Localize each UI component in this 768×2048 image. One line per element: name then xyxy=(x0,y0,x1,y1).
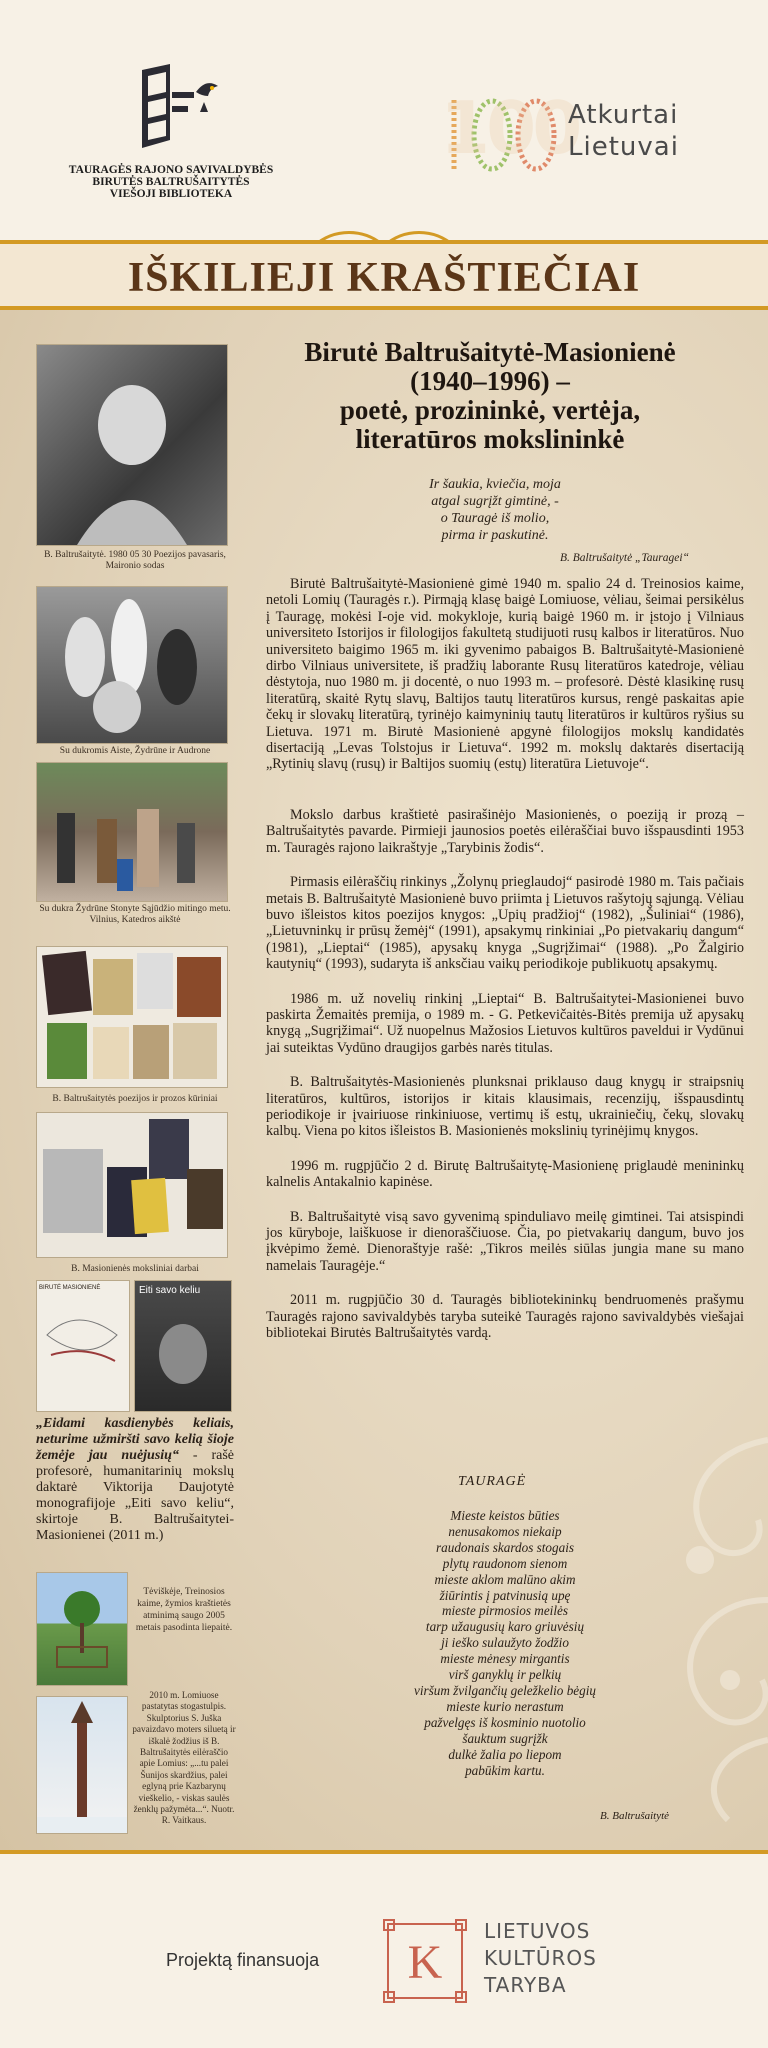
photo-caption: Su dukromis Aiste, Žydrūne ir Audrone xyxy=(59,746,211,756)
epigraph-source: B. Baltrušaitytė „Tauragei“ xyxy=(560,552,689,564)
poem-line: dulkė žalia po liepom xyxy=(448,1746,562,1762)
person-name-line: poetė, prozininkė, vertėja, xyxy=(339,395,641,425)
council-logo-icon xyxy=(382,1918,468,2004)
library-name xyxy=(60,164,282,200)
photo-caption: B. Masionienės moksliniai darbai xyxy=(71,1264,199,1274)
epigraph-line: atgal sugrįžt gimtinė, - xyxy=(431,494,559,509)
tree-icon xyxy=(37,1573,127,1685)
poem-line: raudonais skardos stogais xyxy=(436,1539,574,1555)
books-icon xyxy=(37,947,227,1087)
centenary-logo xyxy=(440,86,700,180)
funded-by-label: Projektą finansuoja xyxy=(166,1950,320,1970)
poem-line: mieste pirmosios meilės xyxy=(441,1603,568,1619)
photo-linden-tree xyxy=(36,1572,128,1686)
poem-line: šauktum sugrįžk xyxy=(462,1730,548,1746)
centenary-number: 100 xyxy=(440,86,579,170)
epigraph xyxy=(380,476,610,544)
person-name-line: Birutė Baltrušaitytė-Masionienė xyxy=(304,337,676,367)
library-name-line: TAURAGĖS RAJONO SAVIVALDYBĖS xyxy=(68,164,274,176)
library-name-line: BIRUTĖS BALTRUŠAITYTĖS xyxy=(92,176,250,188)
poem-line: Mieste keistos būties xyxy=(450,1508,560,1523)
photo-caption: B. Baltrušaitytė. 1980 05 30 Poezijos pavasaris, Maironio sodas xyxy=(44,550,226,571)
poem-line: pabūkim kartu. xyxy=(465,1762,545,1778)
poem-source: B. Baltrušaitytė xyxy=(600,1810,670,1822)
book-cover-eiti-savo-keliu xyxy=(134,1280,232,1412)
book-cover-masioniene xyxy=(36,1280,130,1412)
photo-books-poetry xyxy=(36,946,228,1088)
poem-line: virš ganyklų ir pelkių xyxy=(448,1667,562,1683)
rally-crowd-icon xyxy=(37,763,227,901)
title-band xyxy=(0,244,768,306)
photo-caption: B. Baltrušaitytės poezijos ir prozos kūriniai xyxy=(52,1094,218,1104)
library-logo-icon xyxy=(112,62,230,154)
book-cover-art-icon xyxy=(37,1295,129,1395)
roofed-pole-icon xyxy=(37,1697,127,1833)
epigraph-line: pirma ir paskutinė. xyxy=(441,528,549,543)
book-cover-face-icon xyxy=(135,1300,231,1400)
book-cover-author: BIRUTĖ MASIONIENĖ xyxy=(39,1285,101,1291)
person-name-line: literatūros mokslininkė xyxy=(355,424,625,454)
family-figures-icon xyxy=(37,587,227,743)
poem-title: TAURAGĖ xyxy=(458,1474,527,1489)
council-name-line: LIETUVOS xyxy=(484,1919,591,1943)
book-quote xyxy=(36,1416,234,1544)
floral-ornament-icon xyxy=(640,1380,768,1840)
photo-portrait xyxy=(36,344,228,546)
biography-paragraph: Birutė Baltrušaitytė-Masionienė gimė 1940 m. spalio 24 d. Treinosios kaime, netoli Lomių (Tauragės r.). Pirmąją klasę baigė Lomiuose, vėliau, šeimai persikėlus į Tauragę, mokėsi I-oje vid. mokykloje, kurią baigė 1960 m. ir įstojo į Vilniaus universiteto Istorijos ir filologijos fakultetą studijuoti rusų kalbos ir literatūros. Nuo universiteto baigimo 1965 m. iki gyvenimo pabaigos B. Baltrušaitytė-Masionienė dirbo Vilniaus universitete, iš pradžių laborante Rusų literatūros katedroje, vėliau dėstytoja, nuo 1980 m. ji docentė, o nuo 1993 m. – profesorė. Dėstė klasikinę rusų literatūrą, skaitė Rytų slavų, Baltijos tautų literatūros kursus, rengė paskaitas apie čekų ir slovakų literatūrą, tyrinėjo kaimyninių tautų literatūros ir kultūros ryšius su Lietuva. 1971 m. Birutė Masionienė apgynė filologijos mokslų kandidatės disertaciją „Levas Tolstojus ir Lietuva“. 1992 m. mokslų daktarės disertaciją „Rytinių slavų (rusų) ir Baltijos suomių (estų) literatūra Lietuvoje“. xyxy=(266,576,744,773)
poster-title: IŠKILIEJI KRAŠTIEČIAI xyxy=(127,255,641,301)
poem-line: mieste mėnesy mirgantis xyxy=(440,1651,570,1667)
photo-caption: Tėviškėje, Treinosios kaime, žymios kraštietės atminimą saugo 2005 metais pasodinta liepaitė. xyxy=(135,1587,233,1633)
photo-caption-text: Su dukra Žydrūne Stonyte Sąjūdžio mitingo metu. Vilnius, Katedros aikštė xyxy=(39,904,231,925)
biography-paragraph: B. Baltrušaitytės-Masionienės plunksnai priklauso daug knygų ir straipsnių literatūros, kultūros, istorijos ir kitais klausimais, recenzijų, išspausdintų periodikoje ir įvairiuose rinkiniuose, vertimų iš estų, ukrainiečių, čekų, slovakų kalbų. Viena po kitos išleistos B. Masionienės mokslinių tyrinėjimų knygos. xyxy=(266,1074,744,1140)
centenary-word: Atkurtai xyxy=(568,100,679,130)
library-name-line: VIEŠOJI BIBLIOTEKA xyxy=(109,188,233,200)
epigraph-line: Ir šaukia, kviečia, moja xyxy=(429,477,561,492)
biography-paragraph: 1996 m. rugpjūčio 2 d. Birutę Baltrušaitytę-Masionienę priglaudė menininkų kalnelis Antakalnio kapinėse. xyxy=(266,1157,744,1191)
council-name-line: TARYBA xyxy=(484,1973,567,1997)
biography-paragraph: 2011 m. rugpjūčio 30 d. Tauragės bibliotekininkų bendruomenės prašymu Tauragės rajono savivaldybės taryba suteikė Tauragės rajono savivaldybės viešajai bibliotekai Birutės Baltrušaitytės vardą. xyxy=(266,1292,744,1342)
photo-rally xyxy=(36,762,228,902)
poem-line: nenusakomos niekaip xyxy=(448,1523,562,1539)
centenary-word: Lietuvai xyxy=(568,132,679,162)
poem-line: mieste aklom malūno akim xyxy=(434,1571,576,1587)
photo-caption xyxy=(30,904,240,926)
council-logo-letter: K xyxy=(407,1936,443,1989)
books-icon xyxy=(37,1113,227,1257)
biography-paragraph: Pirmasis eilėraščių rinkinys „Žolynų prieglaudoj“ pasirodė 1980 m. Tais pačiais metais B. Baltrušaitytė Masionienė buvo priimta į Lietuvos rašytojų sąjungą. Vėliau buvo išleistos kitos poezijos knygos: „Upių pradžioj“ (1982), „Šuliniai“ (1986), „Lietuvninkų ir prūsų žemėj“ (1991), apsakymų rinkiniai „Po pietvakarių dangum“ (1981), „Lieptai“ (1985), apysakų knyga „Sugrįžimai“ (1988). „Po Žalgirio kautynių“ (1993), sudaryta iš anksčiau vaikų periodikoje publikuotų apsakymų. xyxy=(266,874,744,973)
photo-roofed-pole xyxy=(36,1696,128,1834)
footer xyxy=(0,1854,768,2048)
biography-paragraph: Mokslo darbus kraštietė pasirašinėjo Masionienės, o poeziją ir prozą – Baltrušaitytės pavarde. Pirmieji jaunosios poetės eilėraščiai buvo išspausdinti 1953 m. Tauragės rajono laikraštyje „Tarybinis žodis“. xyxy=(266,806,744,856)
poem-line: pažvelgęs iš kosminio nuotolio xyxy=(424,1714,586,1730)
book-quote-text: „Eidami kasdienybės keliais, neturime užmiršti savo kelią šioje žemėje jau nuėjusių“ xyxy=(36,1416,234,1463)
poem-line: viršum žvilgančių geležkelio bėgių xyxy=(413,1682,597,1698)
photo-family xyxy=(36,586,228,744)
poem-line: ji ieško sulaužyto žodžio xyxy=(441,1635,569,1651)
poem xyxy=(380,1508,630,1778)
header xyxy=(0,0,768,240)
biography-paragraph: 1986 m. už novelių rinkinį „Lieptai“ B. Baltrušaitytei-Masionienei buvo paskirta Žemaitės premija, o 1989 m. - G. Petkevičaitės-Bitės premija už apysakų knygą „Sugrįžimai“. Už nuopelnus Mažosios Lietuvos kultūros paveldui ir Vydūnui jai suteiktas Vydūno draugijos garbės narės titulas. xyxy=(266,990,744,1056)
poem-line: plytų raudonom sienom xyxy=(442,1555,568,1571)
book-quote-rest: - rašė profesorė, humanitarinių mokslų daktarė Viktorija Daujotytė monografijoje „Eiti savo keliu“, skirtoje B. Baltrušaitytei-Masionienei (2011 m.) xyxy=(36,1448,234,1543)
epigraph-line: o Tauragė iš molio, xyxy=(440,511,550,526)
person-name-line: (1940–1996) – xyxy=(410,366,570,396)
photo-caption: 2010 m. Lomiuose pastatytas stogastulpis. Skulptorius S. Juška pavaizdavo moters siluetą ir iškalė žodžius iš B. Baltrušaitytės eilėraščio apie Lomius: „...tu palei Šunijos skardžius, palei eglyną prie Kazbarynų vieškelio, - viskas saulės ženklų pažymėta...“. Nuotr. R. Vaitkaus. xyxy=(132,1690,236,1826)
photo-books-science xyxy=(36,1112,228,1258)
poem-line: žiūrintis į patvinusią upę xyxy=(439,1587,571,1603)
portrait-figure-icon xyxy=(37,345,227,545)
council-name-line: KULTŪROS xyxy=(484,1946,597,1970)
person-name xyxy=(250,338,730,454)
poem-line: mieste kurio nerastum xyxy=(446,1698,564,1714)
book-cover-title: Eiti savo keliu xyxy=(139,1285,201,1296)
council-name xyxy=(484,1918,597,1999)
biography-paragraph: B. Baltrušaitytė visą savo gyvenimą spinduliavo meilę gimtinei. Tai atsispindi jos kūryboje, laiškuose ir dienoraščiuose. Čia, po pietvakarių dangum, buvo jos įkvėpimo žemė. Dienoraštyje rašė: „Tikros meilės siūlas jungia mane su mano namelais Tauragėje.“ xyxy=(266,1208,744,1274)
poem-line: tarp užaugusių karo griuvėsių xyxy=(425,1619,585,1635)
biography-text xyxy=(266,576,744,1359)
